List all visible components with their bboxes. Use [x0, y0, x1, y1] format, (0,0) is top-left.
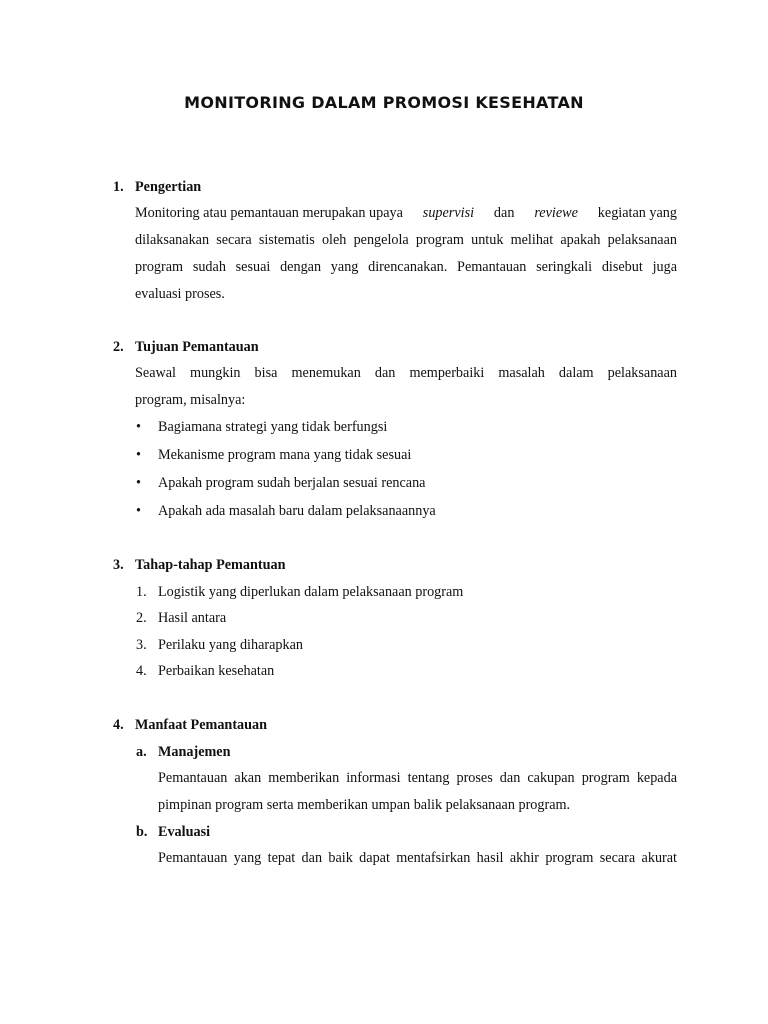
section-2-heading: Tujuan Pemantauan: [135, 339, 259, 355]
section-1-text-e: kegiatan yang: [597, 205, 677, 221]
section-1-number: 1.: [113, 179, 124, 195]
section-3-number: 3.: [113, 557, 124, 573]
bullet-icon: •: [136, 475, 141, 491]
bullet-icon: •: [136, 419, 141, 435]
section-4-number: 4.: [113, 717, 124, 733]
section-1-heading: Pengertian: [135, 179, 202, 195]
subsection-b-line-1: Pemantauan yang tepat dan baik dapat mentafsirkan hasil akhir program secara akurat: [158, 850, 677, 866]
subsection-a-line-2: pimpinan program serta memberikan umpan balik pelaksanaan program.: [158, 797, 571, 813]
list-item: Logistik yang diperlukan dalam pelaksanaan program: [158, 584, 464, 600]
bullet-item-4: Apakah ada masalah baru dalam pelaksanaannya: [158, 503, 436, 519]
section-4-heading: Manfaat Pemantauan: [135, 717, 268, 733]
list-item-number: 1.: [136, 584, 147, 600]
section-1-line-4: evaluasi proses.: [135, 286, 225, 302]
section-1-text-a: Monitoring atau pemantauan merupakan upaya: [135, 205, 403, 221]
subsection-b-letter: b.: [136, 824, 148, 840]
list-item-number: 3.: [136, 637, 147, 653]
section-1-line-3: program sudah sesuai dengan yang direncanakan. Pemantauan seringkali disebut juga: [135, 259, 677, 275]
section-1-text-reviewe: reviewe: [534, 205, 578, 221]
subsection-a-heading: Manajemen: [158, 744, 231, 760]
section-1-text-supervisi: supervisi: [422, 205, 475, 221]
subsection-a-letter: a.: [136, 744, 147, 760]
bullet-icon: •: [136, 447, 141, 463]
section-2-line-1: Seawal mungkin bisa menemukan dan memperbaiki masalah dalam pelaksanaan: [135, 365, 677, 381]
section-1-line-2: dilaksanakan secara sistematis oleh pengelola program untuk melihat apakah pelaksanaan: [135, 232, 677, 248]
subsection-a-line-1: Pemantauan akan memberikan informasi tentang proses dan cakupan program kepada: [158, 770, 677, 786]
section-1-line-1: [135, 204, 677, 222]
list-item: Perilaku yang diharapkan: [158, 637, 303, 653]
section-1-text-dan: dan: [493, 205, 515, 221]
list-item: Hasil antara: [158, 610, 227, 626]
bullet-item-1: Bagiamana strategi yang tidak berfungsi: [158, 419, 388, 435]
section-3-heading: Tahap-tahap Pemantuan: [135, 557, 286, 573]
list-item-number: 2.: [136, 610, 147, 626]
section-2-line-2: program, misalnya:: [135, 392, 246, 408]
bullet-item-3: Apakah program sudah berjalan sesuai rencana: [158, 475, 426, 491]
bullet-icon: •: [136, 503, 141, 519]
bullet-item-2: Mekanisme program mana yang tidak sesuai: [158, 447, 412, 463]
page-title: MONITORING DALAM PROMOSI KESEHATAN: [184, 93, 584, 112]
list-item-number: 4.: [136, 663, 147, 679]
subsection-b-heading: Evaluasi: [158, 824, 211, 840]
list-item: Perbaikan kesehatan: [158, 663, 275, 679]
section-2-number: 2.: [113, 339, 124, 355]
